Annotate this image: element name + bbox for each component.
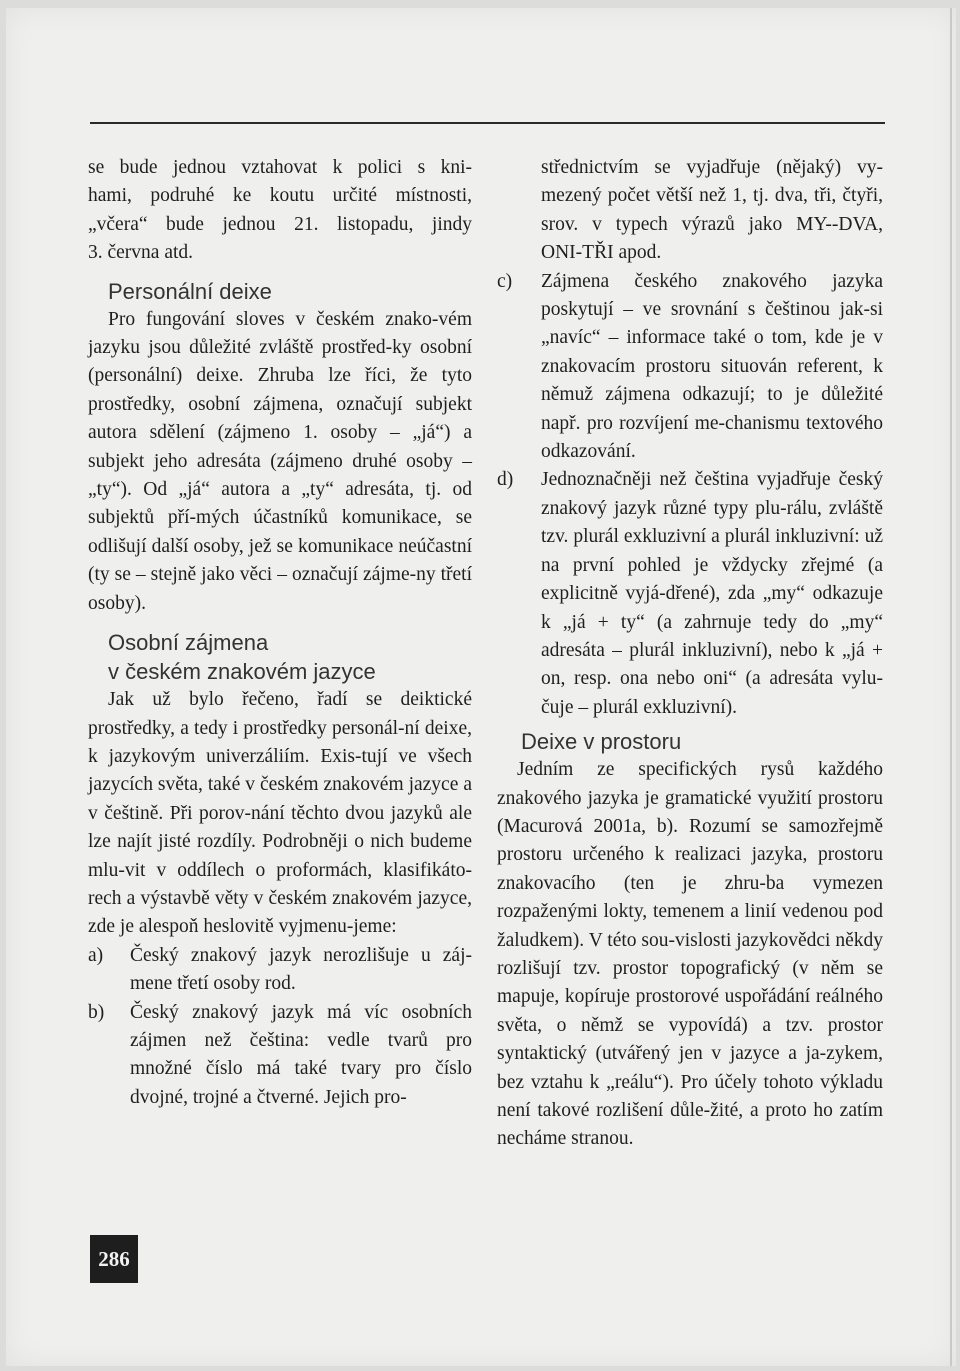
heading-line: v českém znakovém jazyce	[108, 659, 376, 685]
list-marker: a)	[88, 944, 104, 966]
intro-line: hami, podruhé ke koutu určité místnosti,	[88, 185, 472, 207]
intro-line: 3. června atd.	[88, 242, 194, 264]
header-rule	[90, 122, 885, 124]
page-edge-line	[950, 8, 952, 1366]
heading-personalni-deixe: Personální deixe	[108, 278, 272, 304]
intro-line: se bude jednou vztahovat k polici s kni-	[88, 157, 472, 178]
list-marker: c)	[497, 270, 513, 292]
left-column	[88, 154, 472, 1112]
list-item-b-continuation: střednictvím se vyjadřuje (nějaký) vy-mezený počet větší než 1, tj. dva, tři, čtyři, srov. v typech výrazů jako MY--DVA, ONI-TŘI apod.	[541, 157, 883, 264]
heading-osobni-zajmena	[108, 628, 472, 686]
right-column	[497, 154, 883, 1154]
paragraph-osobni-zajmena: Jak už bylo řečeno, řadí se deiktické prostředky, a tedy i prostředky personál-ní deixe, k jazykovým univerzáliím. Exis-tují ve všech jazycích světa, také v českém znakovém jazyce a v češtině. Při porov-nání těchto dvou jazyků ale lze najít jisté rozdíly. Podrobněji o nich budeme mlu-vit v oddílech o proformách, klasifikáto-rech a výstavbě věty v českém znakovém jazyce, zde je alespoň heslovitě vyjmenu-jeme:	[88, 689, 472, 938]
list-item-text: Český znakový jazyk nerozlišuje u záj-mene třetí osoby rod.	[130, 944, 472, 995]
list-item-b	[88, 999, 472, 1113]
intro-text	[88, 154, 472, 268]
list-item-text: Jednoznačněji než čeština vyjadřuje český znakový jazyk různé typy plu-rálu, zvláště tzv. plurál exkluzivní a plurál inkluzivní: už na první pohled je vždycky zřejmé (a explicitně vyjá-dřené), zda „my“ odkazuje k „já + ty“ (a zahrnuje tedy do „my“ adresáta – plurál inkluzivní), nebo k „já + on, resp. ona nebo oni“ (a adresáta vylu-čuje – plurál exkluzivní).	[541, 469, 883, 718]
list-item-text: Český znakový jazyk má víc osobních zájmen než čeština: vedle tvarů pro množné číslo má také tvary pro číslo dvojné, trojné a čtverné. Jejich pro-	[130, 1001, 472, 1108]
heading-line: Osobní zájmena	[108, 630, 269, 656]
book-page	[6, 8, 956, 1366]
list-item-text: Zájmena českého znakového jazyka poskytují – ve srovnání s češtinou jak-si „navíc“ – informace také o tom, kde je v znakovacím prostoru situován referent, k němuž zájmena odkazují; to je důležité např. pro rozvíjení me-chanismu textového odkazování.	[541, 270, 883, 463]
paragraph-deixe-v-prostoru: Jedním ze specifických rysů každého znakového jazyka je gramatické využití prostoru (Macurová 2001a, b). Rozumí se samozřejmě prostoru určeného k realizaci jazyka, prostoru znakovacího (ten je zhru-ba vymezen rozpaženými lokty, temenem a linií vedenou pod žaludkem). V této sou-vislosti jazykovědci někdy rozlišují tzv. prostor topografický (v něm se mapuje, kopíruje prostorové uspořádání reálného světa, o němž se vypovídá) a tzv. prostor syntaktický (utvářený jen v jazyce a ja-zykem, bez vztahu k „reálu“). Pro účely tohoto výkladu není takové rozlišení důle-žité, a proto ho zatím necháme stranou.	[497, 759, 883, 1150]
paragraph-personalni-deixe: Pro fungování sloves v českém znako-vém jazyku jsou důležité zvláště prostřed-ky osobní (personální) deixe. Zhruba lze říci, že tyto prostředky, osobní zájmena, označují subjekt autora sdělení (zájmeno 1. osoby – „já“) a subjekt jeho adresáta (zájmeno druhé osoby – „ty“). Od „já“ autora a „ty“ adresáta, tj. od subjektů pří-mých účastníků komunikace, se odlišují další osoby, jež se komunikace neúčastní (ty se – stejně jako věci – označují zájme-ny třetí osoby).	[88, 308, 472, 614]
list-item-a	[88, 942, 472, 999]
list-marker: b)	[88, 1001, 105, 1023]
list-item-d	[497, 466, 883, 722]
list-item-c	[497, 268, 883, 467]
page-number: 286	[90, 1235, 138, 1283]
intro-line: „včera“ bude jednou 21. listopadu, jindy	[88, 213, 472, 235]
heading-deixe-v-prostoru: Deixe v prostoru	[521, 729, 682, 755]
list-marker: d)	[497, 469, 514, 491]
